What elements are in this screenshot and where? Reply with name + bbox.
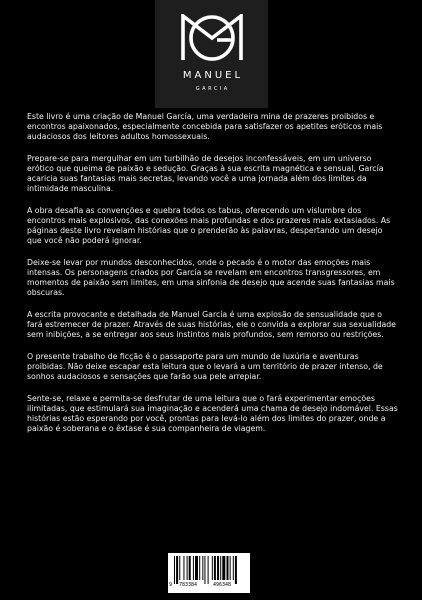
barcode-right-digits: 496348 (213, 582, 232, 588)
barcode-bar (233, 556, 234, 580)
barcode-bar (212, 556, 213, 580)
barcode-bar (199, 556, 200, 580)
barcode-bar (235, 556, 237, 584)
barcode-bar (222, 556, 225, 580)
barcode-left-digits: 783384 (179, 582, 198, 588)
barcode-bar (227, 556, 229, 580)
barcode-bar (187, 556, 188, 580)
barcode-bar (220, 556, 221, 580)
paragraph: Deixe-se levar por mundos desconhecidos, onde o pecado é o motor das emoções mais intensas. Os personagens criados por García se revelam em encontros transgressores, em momentos de paixão sem limites, em uma sinfonia de desejo que acende suas fantasias mais obscuras. (27, 258, 395, 297)
barcode-prefix: 9 (169, 582, 173, 588)
author-name: MANUEL (182, 70, 244, 81)
barcode-bar (193, 556, 194, 580)
barcode-bar (183, 556, 184, 580)
barcode-bar (204, 556, 205, 584)
monogram-mg-icon (179, 14, 245, 62)
barcode-bar (189, 556, 191, 580)
paragraph: A obra desafia as convenções e quebra todos os tabus, oferecendo um vislumbre dos encontros mais explosivos, das conexões mais profundas e dos prazeres mais extasiados. As páginas deste livro revelam histórias que o prenderão às palavras, despertando um desejo que você não poderá ignorar. (27, 206, 391, 245)
barcode-bars (174, 556, 244, 584)
barcode-bar (214, 556, 216, 580)
paragraph: Prepare-se para mergulhar em um turbilhão de desejos inconfessáveis, em um universo erótico que queima de paixão e sedução. Graças à sua escrita magnética e sensual, García acaricia suas fantasias mais secretas, levando você a uma jornada além dos limites da intimidade masculina. (27, 154, 384, 193)
author-logo (155, 0, 268, 108)
paragraph: A escrita provocante e detalhada de Manuel García é uma explosão de sensualidade que o fará estremecer de prazer. Através de suas histórias, ele o convida a explorar sua sexualidade sem inibições, a se entregar aos seus instintos mais profundos, sem remorso ou restrições. (27, 310, 396, 339)
paragraph: O presente trabalho de ficção é o passaporte para um mundo de luxúria e aventuras proibidas. Não deixe escapar esta leitura que o levará a um território de prazer intenso, de sonhos audaciosos e sensações que farão sua pele arrepiar. (27, 352, 383, 381)
paragraph: Este livro é uma criação de Manuel García, uma verdadeira mina de prazeres proibidos e encontros apaixonados, especialmente concebida para satisfazer os apetites eróticos mais audaciosos dos leitores adultos homossexuais. (27, 112, 383, 141)
barcode-bar (195, 556, 198, 580)
isbn-barcode (168, 553, 250, 593)
barcode-bar (208, 556, 209, 584)
barcode-bar (217, 556, 219, 580)
barcode-bar (202, 556, 203, 580)
barcode-bar (176, 556, 178, 584)
barcode-bar (230, 556, 231, 580)
author-surname: GARCIA (195, 86, 230, 92)
paragraph: Sente-se, relaxe e permita-se desfrutar de uma leitura que o fará experimentar emoções ilimitadas, que estimulará sua imaginação e acenderá uma chama de desejo indomável. Essas histórias estão esperando por você, prontas para levá-lo além dos limites do prazer, onde a paixão é soberana e o êxtase é sua companheira de viagem. (27, 394, 398, 433)
barcode-bar (179, 556, 180, 580)
barcode-bar (174, 556, 175, 584)
back-cover-blurb (27, 112, 399, 446)
